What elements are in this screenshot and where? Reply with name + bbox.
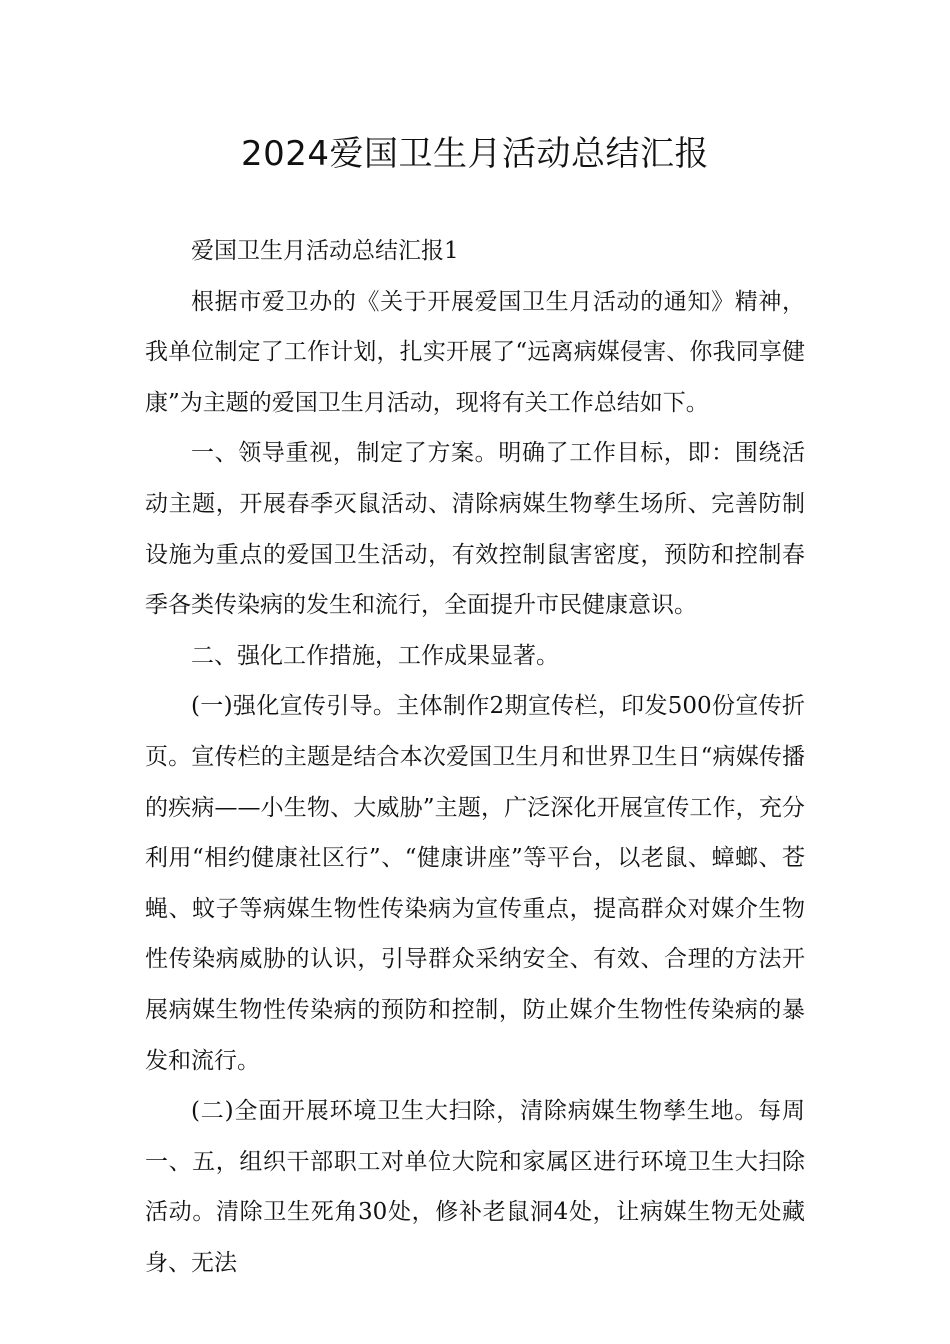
paragraph-intro: 根据市爱卫办的《关于开展爱国卫生月活动的通知》精神，我单位制定了工作计划，扎实开展了“远离病媒侵害、你我同享健康”为主题的爱国卫生月活动，现将有关工作总结如下。 [145,288,805,416]
section-heading: 爱国卫生月活动总结汇报1 [191,238,459,264]
paragraph-leadership: 一、领导重视，制定了方案。明确了工作目标，即：围绕活动主题，开展春季灭鼠活动、清除病媒生物孳生场所、完善防制设施为重点的爱国卫生活动，有效控制鼠害密度，预防和控制春季各类传染病的发生和流行，全面提升市民健康意识。 [145,440,805,619]
document-title: 2024爱国卫生月活动总结汇报 [240,134,710,174]
document-body [145,226,805,1288]
paragraph-publicity: (一)强化宣传引导。主体制作2期宣传栏，印发500份宣传折页。宣传栏的主题是结合本次爱国卫生月和世界卫生日“病媒传播的疾病——小生物、大威胁”主题，广泛深化开展宣传工作，充分利用“相约健康社区行”、“健康讲座”等平台，以老鼠、蟑螂、苍蝇、蚊子等病媒生物性传染病为宣传重点，提高群众对媒介生物性传染病威胁的认识，引导群众采纳安全、有效、合理的方法开展病媒生物性传染病的预防和控制，防止媒介生物性传染病的暴发和流行。 [145,693,805,1074]
paragraph-measures-heading: 二、强化工作措施，工作成果显著。 [191,642,559,669]
paragraph-cleanup: (二)全面开展环境卫生大扫除，清除病媒生物孳生地。每周一、五，组织干部职工对单位大院和家属区进行环境卫生大扫除活动。清除卫生死角30处，修补老鼠洞4处，让病媒生物无处藏身、无法 [145,1098,805,1276]
